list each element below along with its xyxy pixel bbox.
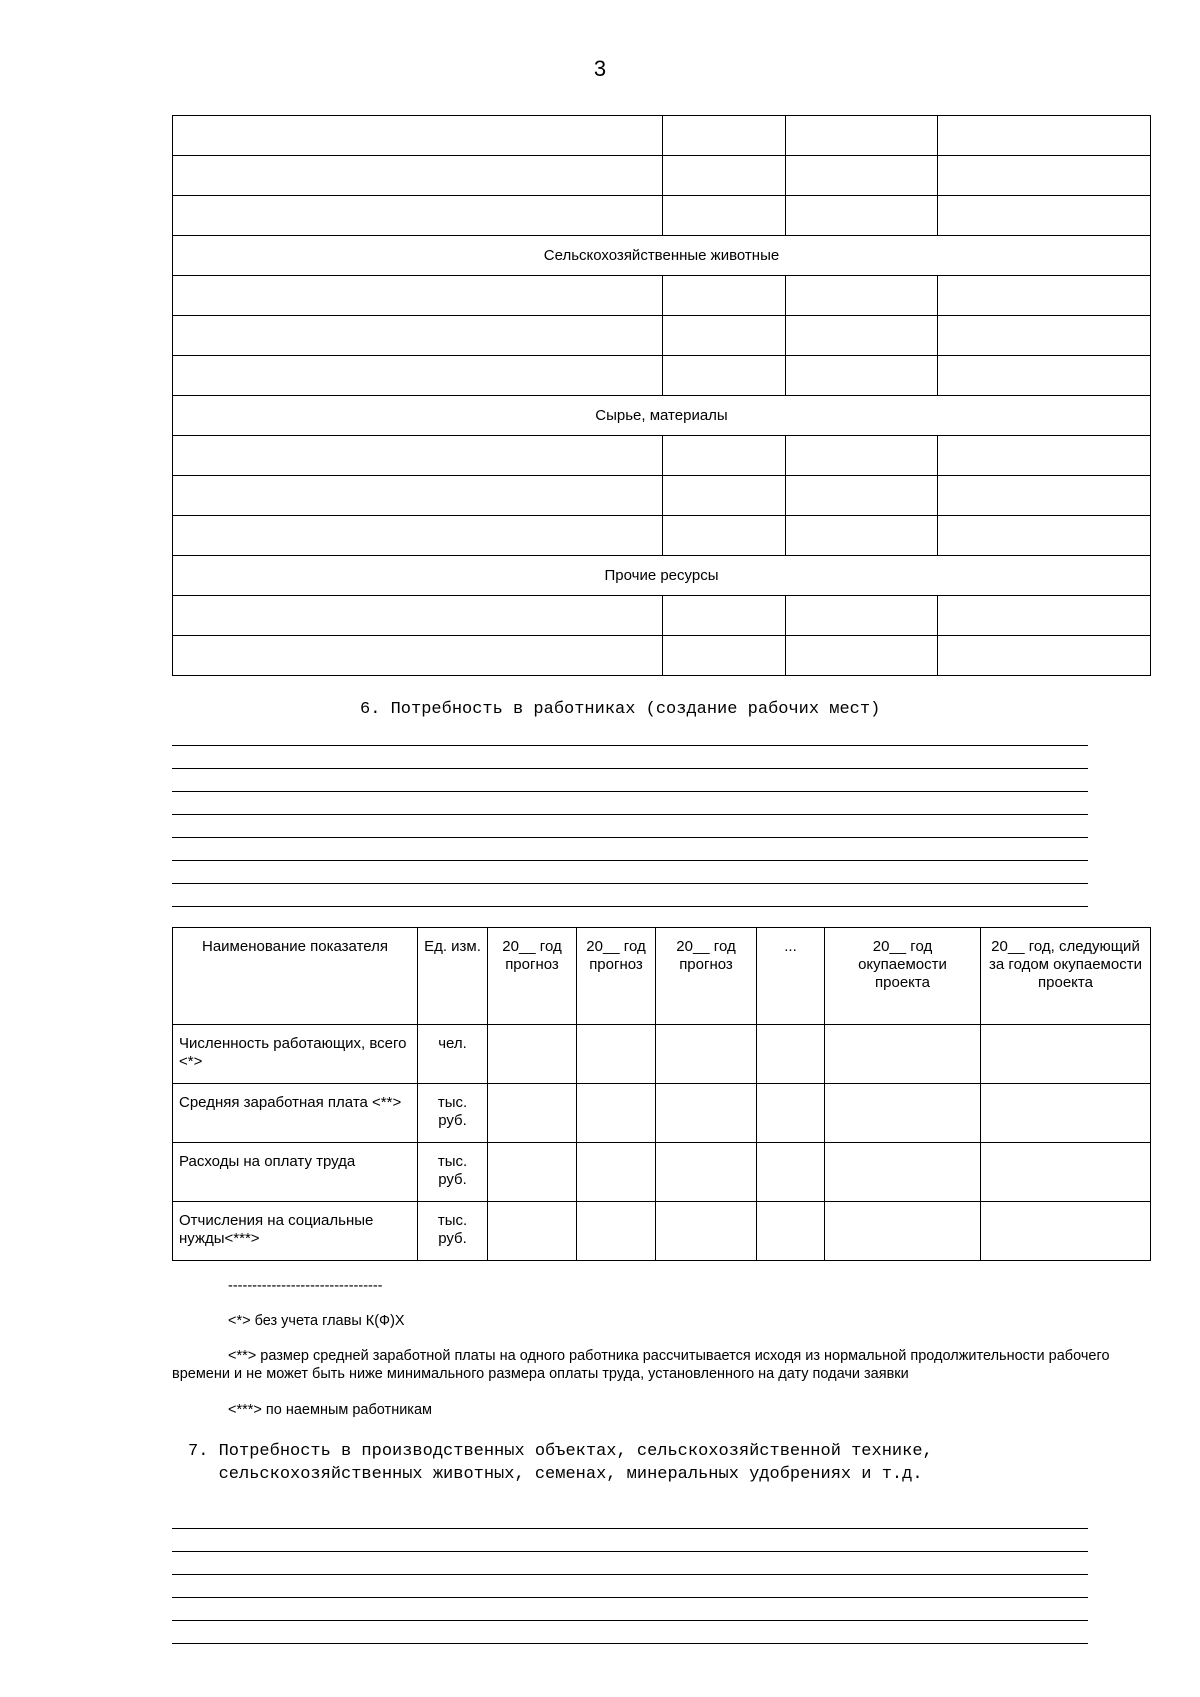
value-cell[interactable]: [981, 1025, 1151, 1084]
page-number: 3: [593, 56, 607, 81]
section-7-title: [188, 1440, 933, 1486]
value-cell[interactable]: [656, 1202, 757, 1261]
table-row: [173, 516, 1151, 556]
value-cell[interactable]: [577, 1202, 656, 1261]
footnote-3: <***> по наемным работникам: [228, 1402, 432, 1418]
section-7-title-line-2: сельскохозяйственных животных, семенах, минеральных удобрениях и т.д.: [188, 1465, 923, 1484]
writing-line[interactable]: [172, 1551, 1088, 1552]
section-6-title: 6. Потребность в работниках (создание рабочих мест): [360, 700, 881, 719]
value-cell[interactable]: [825, 1025, 981, 1084]
header-forecast-year-1: 20__ год прогноз: [488, 928, 577, 1025]
resources-table: [172, 115, 1151, 676]
resource-name-cell[interactable]: [173, 516, 663, 556]
category-label: Сырье, материалы: [173, 396, 1151, 436]
header-indicator-name: Наименование показателя: [173, 928, 418, 1025]
row-label: Отчисления на социальные нужды<***>: [173, 1202, 418, 1261]
category-row-other: [173, 556, 1151, 596]
value-cell[interactable]: [757, 1202, 825, 1261]
table-row: [173, 596, 1151, 636]
workers-table-header: [173, 928, 1151, 1025]
writing-line[interactable]: [172, 745, 1088, 746]
value-cell[interactable]: [577, 1025, 656, 1084]
value-cell[interactable]: [825, 1202, 981, 1261]
value-cell[interactable]: [757, 1143, 825, 1202]
writing-line[interactable]: [172, 814, 1088, 815]
row-label: Средняя заработная плата <**>: [173, 1084, 418, 1143]
writing-line[interactable]: [172, 1528, 1088, 1529]
table-row: [173, 156, 1151, 196]
resource-name-cell[interactable]: [173, 596, 663, 636]
header-after-payback-year: 20__ год, следующий за годом окупаемости проекта: [981, 928, 1151, 1025]
table-row: [173, 636, 1151, 676]
header-forecast-year-3: 20__ год прогноз: [656, 928, 757, 1025]
workers-table: [172, 927, 1151, 1261]
value-cell[interactable]: [981, 1202, 1151, 1261]
table-row: [173, 196, 1151, 236]
row-label: Расходы на оплату труда: [173, 1143, 418, 1202]
value-cell[interactable]: [577, 1084, 656, 1143]
row-unit: тыс. руб.: [418, 1202, 488, 1261]
category-label: Сельскохозяйственные животные: [173, 236, 1151, 276]
table-row: [173, 436, 1151, 476]
resource-name-cell[interactable]: [173, 156, 663, 196]
resource-name-cell[interactable]: [173, 436, 663, 476]
header-payback-year: 20__ год окупаемости проекта: [825, 928, 981, 1025]
writing-line[interactable]: [172, 837, 1088, 838]
resource-name-cell[interactable]: [173, 316, 663, 356]
writing-line[interactable]: [172, 1643, 1088, 1644]
value-cell[interactable]: [656, 1025, 757, 1084]
row-label: Численность работающих, всего <*>: [173, 1025, 418, 1084]
section-7-title-line-1: 7. Потребность в производственных объектах, сельскохозяйственной технике,: [188, 1442, 933, 1461]
resource-name-cell[interactable]: [173, 196, 663, 236]
writing-line[interactable]: [172, 860, 1088, 861]
header-forecast-year-2: 20__ год прогноз: [577, 928, 656, 1025]
resource-name-cell[interactable]: [173, 476, 663, 516]
writing-line[interactable]: [172, 1597, 1088, 1598]
row-unit: тыс. руб.: [418, 1143, 488, 1202]
table-row: [173, 1025, 1151, 1084]
table-row: [173, 1202, 1151, 1261]
resource-name-cell[interactable]: [173, 356, 663, 396]
row-unit: тыс. руб.: [418, 1084, 488, 1143]
category-row-materials: [173, 396, 1151, 436]
value-cell[interactable]: [488, 1143, 577, 1202]
writing-line[interactable]: [172, 1574, 1088, 1575]
header-unit: Ед. изм.: [418, 928, 488, 1025]
value-cell[interactable]: [577, 1143, 656, 1202]
value-cell[interactable]: [981, 1143, 1151, 1202]
writing-line[interactable]: [172, 791, 1088, 792]
footnote-2: <**> размер средней заработной платы на одного работника рассчитывается исходя из нормальной продолжительности рабочего времени и не может быть ниже минимального размера оплаты труда, установленного на дату подачи заявки: [172, 1348, 1110, 1382]
footnote-1: <*> без учета главы К(Ф)Х: [228, 1313, 405, 1329]
table-row: [173, 356, 1151, 396]
table-row: [173, 1143, 1151, 1202]
writing-line[interactable]: [172, 883, 1088, 884]
row-unit: чел.: [418, 1025, 488, 1084]
table-row: [173, 276, 1151, 316]
category-label: Прочие ресурсы: [173, 556, 1151, 596]
header-ellipsis: ...: [757, 928, 825, 1025]
resource-name-cell[interactable]: [173, 636, 663, 676]
value-cell[interactable]: [488, 1084, 577, 1143]
value-cell[interactable]: [825, 1143, 981, 1202]
writing-line[interactable]: [172, 768, 1088, 769]
value-cell[interactable]: [656, 1084, 757, 1143]
table-row: [173, 116, 1151, 156]
value-cell[interactable]: [757, 1025, 825, 1084]
value-cell[interactable]: [656, 1143, 757, 1202]
value-cell[interactable]: [488, 1025, 577, 1084]
value-cell[interactable]: [981, 1084, 1151, 1143]
table-row: [173, 1084, 1151, 1143]
category-row-animals: [173, 236, 1151, 276]
value-cell[interactable]: [825, 1084, 981, 1143]
writing-line[interactable]: [172, 906, 1088, 907]
value-cell[interactable]: [757, 1084, 825, 1143]
table-row: [173, 316, 1151, 356]
resource-name-cell[interactable]: [173, 116, 663, 156]
table-row: [173, 476, 1151, 516]
footnote-separator: --------------------------------: [228, 1278, 383, 1294]
writing-line[interactable]: [172, 1620, 1088, 1621]
value-cell[interactable]: [488, 1202, 577, 1261]
resource-name-cell[interactable]: [173, 276, 663, 316]
